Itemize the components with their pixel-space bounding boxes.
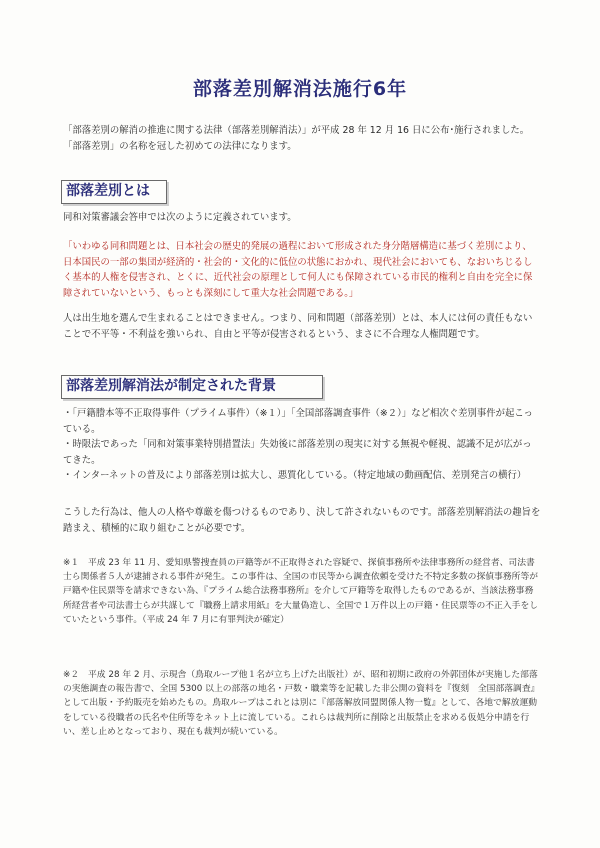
background-bullet-1: ・「戸籍謄本等不正取得事件（プライム事件）（※１）」「全国部落調査事件（※２）」など相次ぐ差別事件が起こっている。	[63, 408, 533, 435]
background-bullet-3: ・インターネットの普及により部落差別は拡大し、悪質化している。（特定地域の動画配信、差別発言の横行）	[63, 470, 527, 481]
background-bullet-2: ・時限法であった「同和対策事業特別措置法」失効後に部落差別の現実に対する無視や軽視、認識不足が広がってきた。	[63, 439, 532, 466]
background-conclusion: こうした行為は、他人の人格や尊厳を傷つけるものであり、決して許されないものです。部落差別解消法の趣旨を踏まえ、積極的に取り組むことが必要です。	[63, 507, 541, 534]
definition-lead: 同和対策審議会答申では次のように定義されています。	[63, 212, 297, 223]
section-heading-definition: 部落差別とは	[61, 180, 167, 204]
definition-quote: 「いわゆる同和問題とは、日本社会の歴史的発展の過程において形成された身分階層構造に基づく差別により、日本国民の一部の集団が経済的・社会的・文化的に低位の状態におかれ、現代社会においても、なおいちじるしく基本的人権を侵害され、とくに、近代社会の原理として何人にも保障されている市民的権利と自由を完全に保障されていないという、もっとも深刻にして重大な社会問題である。」	[63, 241, 533, 299]
page-title: 部落差別解消法施行6年	[192, 78, 408, 100]
footnote-2: ※２ 平成 28 年 2 月、示現舎（鳥取ループ他１名が立ち上げた出版社）が、昭和初期に政府の外郭団体が実施した部落の実態調査の報告書で、全国 5300 以上の部落の地名・戸数・職業等を記載した非公開の資料を『復刻 全国部落調査』として出版・予約販売を始めたもの。鳥取ループはこれとは別に『部落解放同盟関係人物一覧』として、各地で解放運動をしている役職者の氏名や住所等をネット上に流している。これらは裁判所に削除と出版禁止を求める仮処分申請を行い、差し止めとなっており、現在も裁判が続いている。	[63, 670, 540, 737]
footnote-1: ※１ 平成 23 年 11 月、愛知県警捜査員の戸籍等が不正取得された容疑で、探偵事務所や法律事務所の経営者、司法書士ら関係者５人が逮捕される事件が発生。この事件は、全国の市民等から調査依頼を受けた不特定多数の探偵事務所等が戸籍や住民票等を請求できない為、『プライム総合法務事務所』を介して戸籍等を取得したものであるが、当該法務事務所経営者や司法書士らが共謀して『職務上請求用紙』を大量偽造し、全国で１万件以上の戸籍・住民票等の不正入手をしていたという事件。（平成 24 年 7 月に有罪判決が確定）	[63, 558, 539, 625]
section-heading-background: 部落差別解消法が制定された背景	[61, 375, 323, 399]
intro-paragraph: 「部落差別の解消の推進に関する法律（部落差別解消法）」が平成 28 年 12 月 16 日に公布･施行されました。「部落差別」の名称を冠した初めての法律になります。	[63, 125, 530, 152]
definition-body: 人は出生地を選んで生まれることはできません。つまり、同和問題（部落差別）とは、本人には何の責任もないことで不平等・不利益を強いられ、自由と平等が侵害されるという、まさに不合理な人権問題です。	[63, 313, 533, 340]
